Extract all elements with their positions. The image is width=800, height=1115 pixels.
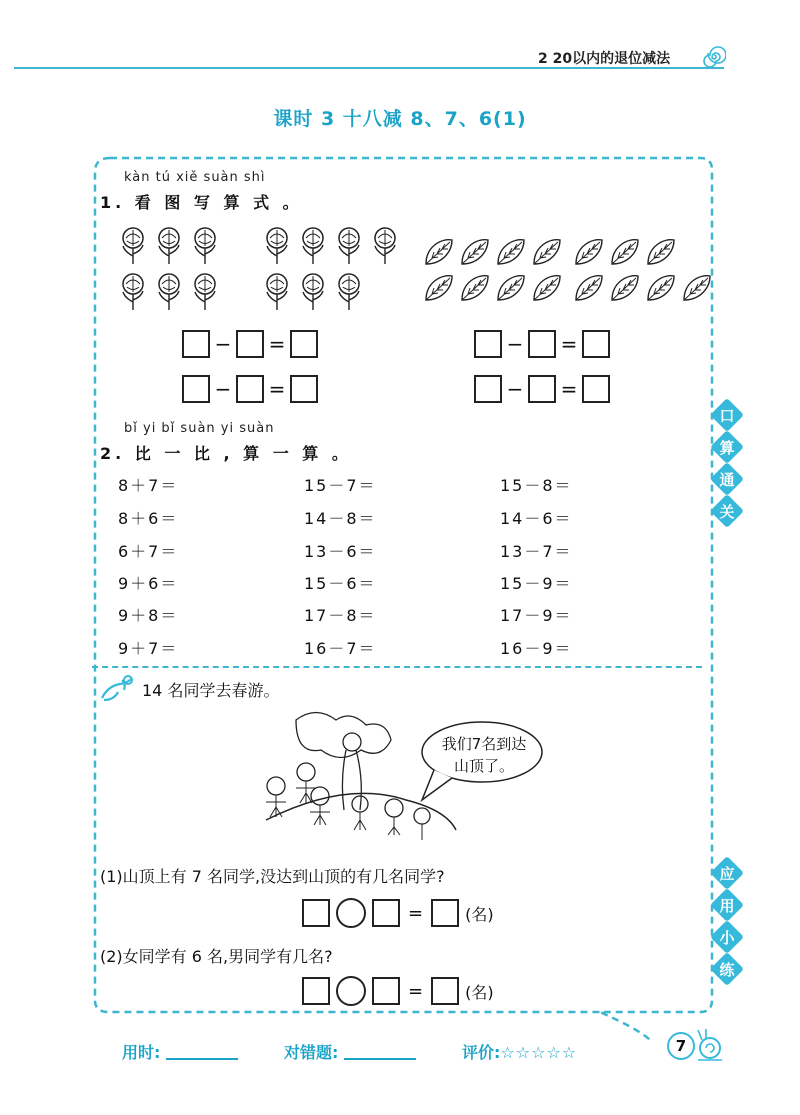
rose-group-right-bottom bbox=[260, 272, 366, 312]
side-badge: 关 bbox=[712, 496, 742, 526]
exercise-item: 17－8＝ bbox=[304, 606, 377, 625]
snail-icon bbox=[694, 1028, 724, 1062]
side-badge: 应 bbox=[712, 858, 742, 888]
answer-box[interactable] bbox=[528, 375, 556, 403]
exercise-item: 14－6＝ bbox=[500, 509, 573, 528]
equals-sign: = bbox=[408, 902, 424, 924]
time-blank[interactable] bbox=[166, 1058, 238, 1060]
answer-box[interactable] bbox=[302, 977, 330, 1005]
rose-icon bbox=[296, 272, 330, 312]
answer-box[interactable] bbox=[290, 375, 318, 403]
exercise-item: 6＋7＝ bbox=[118, 542, 179, 561]
rose-icon bbox=[116, 226, 150, 266]
leaf-icon bbox=[644, 272, 678, 304]
speech-text: 我们7名到达山顶了。 bbox=[441, 735, 527, 775]
rose-group-left-top bbox=[116, 226, 222, 266]
q2-pinyin: bǐ yi bǐ suàn yi suàn bbox=[124, 421, 275, 436]
exercise-item: 13－7＝ bbox=[500, 542, 573, 561]
answer-box[interactable] bbox=[582, 375, 610, 403]
side-badge: 口 bbox=[712, 400, 742, 430]
rose-icon bbox=[260, 272, 294, 312]
application-question-2: (2)女同学有 6 名,男同学有几名? bbox=[100, 947, 333, 966]
rose-icon bbox=[296, 226, 330, 266]
leaf-group-right-bottom bbox=[572, 272, 714, 304]
q1-title: 1. 看 图 写 算 式 。 bbox=[100, 193, 303, 212]
exercise-item: 13－6＝ bbox=[304, 542, 377, 561]
answer-row-2 bbox=[302, 976, 494, 1006]
equals-sign: = bbox=[268, 377, 286, 401]
leaf-icon bbox=[458, 272, 492, 304]
rose-icon bbox=[188, 272, 222, 312]
equals-sign: = bbox=[560, 332, 578, 356]
leaf-icon bbox=[608, 236, 642, 268]
side-badge: 通 bbox=[712, 464, 742, 494]
leaf-icon bbox=[422, 236, 456, 268]
subtraction-equation bbox=[182, 330, 318, 358]
operator-circle[interactable] bbox=[336, 898, 366, 928]
answer-box[interactable] bbox=[236, 330, 264, 358]
application-question-1: (1)山顶上有 7 名同学,没达到山顶的有几名同学? bbox=[100, 867, 445, 886]
side-badge: 小 bbox=[712, 922, 742, 952]
rose-icon bbox=[332, 226, 366, 266]
leaf-icon bbox=[608, 272, 642, 304]
application-intro: 14 名同学去春游。 bbox=[142, 681, 280, 700]
equals-sign: = bbox=[560, 377, 578, 401]
leaf-group-left-bottom bbox=[422, 272, 564, 304]
answer-box[interactable] bbox=[431, 977, 459, 1005]
exercise-item: 9＋7＝ bbox=[118, 639, 179, 658]
leaf-icon bbox=[494, 272, 528, 304]
side-badge: 算 bbox=[712, 432, 742, 462]
answer-box[interactable] bbox=[474, 330, 502, 358]
subtraction-equation bbox=[474, 330, 610, 358]
exercise-item: 9＋6＝ bbox=[118, 574, 179, 593]
answer-box[interactable] bbox=[372, 977, 400, 1005]
lesson-title: 课时 3 十八减 8、7、6(1) bbox=[273, 108, 527, 130]
equals-sign: = bbox=[408, 980, 424, 1002]
rose-icon bbox=[368, 226, 402, 266]
exercise-item: 17－9＝ bbox=[500, 606, 573, 625]
rose-icon bbox=[260, 226, 294, 266]
exercise-item: 15－9＝ bbox=[500, 574, 573, 593]
exercise-item: 15－8＝ bbox=[500, 476, 573, 495]
minus-sign: − bbox=[506, 332, 524, 356]
exercise-item: 16－7＝ bbox=[304, 639, 377, 658]
subtraction-equation bbox=[474, 375, 610, 403]
exercise-item: 15－7＝ bbox=[304, 476, 377, 495]
leaf-icon bbox=[572, 236, 606, 268]
exercise-item: 16－9＝ bbox=[500, 639, 573, 658]
operator-circle[interactable] bbox=[336, 976, 366, 1006]
time-field bbox=[122, 1040, 238, 1063]
q1-pinyin: kàn tú xiě suàn shì bbox=[124, 170, 266, 185]
pin-icon bbox=[98, 674, 136, 704]
rose-icon bbox=[152, 272, 186, 312]
subtraction-equation bbox=[182, 375, 318, 403]
answer-box[interactable] bbox=[182, 330, 210, 358]
spiral-icon bbox=[702, 45, 726, 69]
minus-sign: − bbox=[506, 377, 524, 401]
answer-box[interactable] bbox=[431, 899, 459, 927]
rose-icon bbox=[332, 272, 366, 312]
answer-box[interactable] bbox=[372, 899, 400, 927]
rose-icon bbox=[152, 226, 186, 266]
leaf-icon bbox=[644, 236, 678, 268]
leaf-icon bbox=[494, 236, 528, 268]
leaf-group-left-top bbox=[422, 236, 564, 268]
leaf-icon bbox=[680, 272, 714, 304]
exercise-item: 14－8＝ bbox=[304, 509, 377, 528]
chapter-title: 2 20以内的退位减法 bbox=[538, 51, 671, 67]
answer-box[interactable] bbox=[236, 375, 264, 403]
rating-field bbox=[462, 1040, 577, 1063]
leaf-icon bbox=[422, 272, 456, 304]
answer-box[interactable] bbox=[474, 375, 502, 403]
answer-box[interactable] bbox=[582, 330, 610, 358]
rating-stars[interactable]: ☆☆☆☆☆ bbox=[500, 1043, 578, 1062]
exercise-item: 8＋7＝ bbox=[118, 476, 179, 495]
answer-box[interactable] bbox=[302, 899, 330, 927]
equals-sign: = bbox=[268, 332, 286, 356]
answer-box[interactable] bbox=[182, 375, 210, 403]
exercise-item: 8＋6＝ bbox=[118, 509, 179, 528]
exercise-item: 15－6＝ bbox=[304, 574, 377, 593]
rose-group-left-bottom bbox=[116, 272, 222, 312]
leaf-icon bbox=[572, 272, 606, 304]
side-badge: 用 bbox=[712, 890, 742, 920]
section-divider bbox=[92, 666, 702, 668]
rose-icon bbox=[188, 226, 222, 266]
errors-label: 对错题: bbox=[284, 1043, 339, 1062]
time-label: 用时: bbox=[122, 1043, 161, 1062]
exercise-item: 9＋8＝ bbox=[118, 606, 179, 625]
leaf-icon bbox=[530, 236, 564, 268]
answer-row-1 bbox=[302, 898, 494, 928]
errors-field bbox=[284, 1040, 416, 1063]
q2-title: 2. 比 一 比 , 算 一 算 。 bbox=[100, 444, 352, 463]
rose-icon bbox=[116, 272, 150, 312]
minus-sign: − bbox=[214, 332, 232, 356]
page-number: 7 bbox=[667, 1032, 695, 1060]
answer-box[interactable] bbox=[528, 330, 556, 358]
leaf-group-right-top bbox=[572, 236, 678, 268]
minus-sign: − bbox=[214, 377, 232, 401]
answer-box[interactable] bbox=[290, 330, 318, 358]
side-badge: 练 bbox=[712, 954, 742, 984]
rating-label: 评价: bbox=[462, 1043, 501, 1062]
unit-label: (名) bbox=[465, 904, 494, 924]
leaf-icon bbox=[530, 272, 564, 304]
rose-group-right-top bbox=[260, 226, 402, 266]
unit-label: (名) bbox=[465, 982, 494, 1002]
leaf-icon bbox=[458, 236, 492, 268]
errors-blank[interactable] bbox=[344, 1058, 416, 1060]
